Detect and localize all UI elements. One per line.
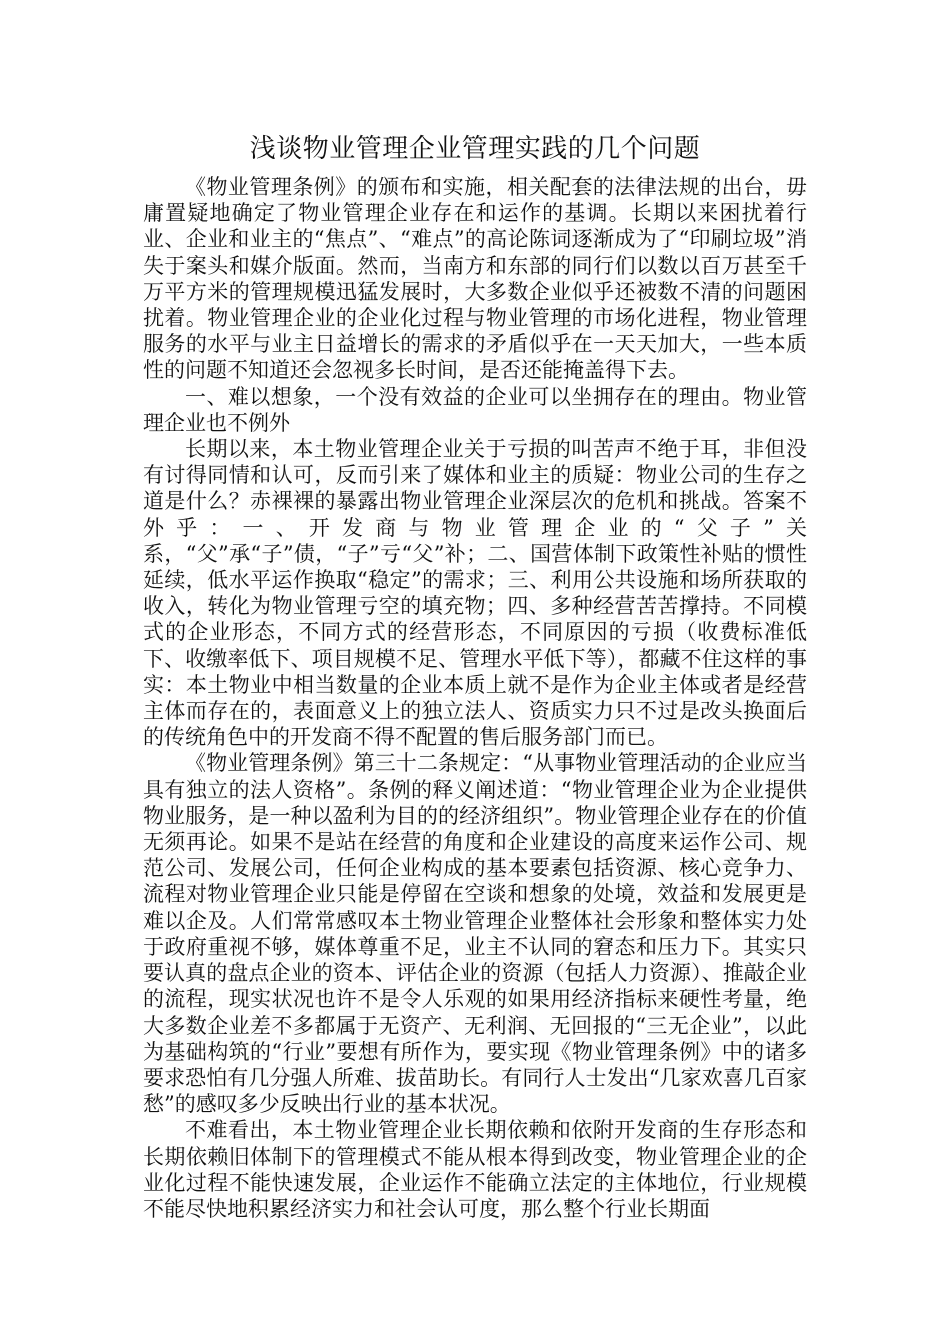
paragraph-section-heading-1: 一、难以想象，一个没有效益的企业可以坐拥存在的理由。物业管理企业也不例外	[143, 384, 807, 435]
document-title: 浅谈物业管理企业管理实践的几个问题	[249, 134, 701, 164]
paragraph-conclusion: 不难看出，本土物业管理企业长期依赖和依附开发商的生存形态和长期依赖旧体制下的管理模式不能从根本得到改变，物业管理企业的企业化过程不能快速发展，企业运作不能确立法定的主体地位，行业规模不能尽快地积累经济实力和社会认可度，那么整个行业长期面	[143, 1118, 807, 1221]
paragraph-losses: 长期以来，本土物业管理企业关于亏损的叫苦声不绝于耳，非但没有讨得同情和认可，反而引来了媒体和业主的质疑：物业公司的生存之道是什么？赤裸裸的暴露出物业管理企业深层次的危机和挑战。答案不外乎：一、开发商与物业管理企业的“父子”关系，“父”承“子”债，“子”亏“父”补；二、国营体制下政策性补贴的惯性延续，低水平运作换取“稳定”的需求；三、利用公共设施和场所获取的收入，转化为物业管理亏空的填充物；四、多种经营苦苦撑持。不同模式的企业形态，不同方式的经营形态，不同原因的亏损（收费标准低下、收缴率低下、项目规模不足、管理水平低下等），都藏不住这样的事实：本土物业中相当数量的企业本质上就不是作为企业主体或者是经营主体而存在的，表面意义上的独立法人、资质实力只不过是改头换面后的传统角色中的开发商不得不配置的售后服务部门而已。	[143, 437, 807, 750]
document-body	[143, 128, 807, 1222]
paragraph-regulation: 《物业管理条例》第三十二条规定：“从事物业管理活动的企业应当具有独立的法人资格”。条例的释义阐述道：“物业管理企业为企业提供物业服务，是一种以盈利为目的的经济组织”。物业管理企业存在的价值无须再论。如果不是站在经营的角度和企业建设的高度来运作公司、规范公司、发展公司，任何企业构成的基本要素包括资源、核心竞争力、流程对物业管理企业只能是停留在空谈和想象的处境，效益和发展更是难以企及。人们常常感叹本土物业管理企业整体社会形象和整体实力处于政府重视不够，媒体尊重不足，业主不认同的窘态和压力下。其实只要认真的盘点企业的资本、评估企业的资源（包括人力资源）、推敲企业的流程，现实状况也许不是令人乐观的如果用经济指标来硬性考量，绝大多数企业差不多都属于无资产、无利润、无回报的“三无企业”，以此为基础构筑的“行业”要想有所作为，要实现《物业管理条例》中的诸多要求恐怕有几分强人所难、拔苗助长。有同行人士发出“几家欢喜几百家愁”的感叹多少反映出行业的基本状况。	[143, 751, 807, 1117]
paragraph-intro: 《物业管理条例》的颁布和实施，相关配套的法律法规的出台，毋庸置疑地确定了物业管理企业存在和运作的基调。长期以来困扰着行业、企业和业主的“焦点”、“难点”的高论陈词逐渐成为了“印刷垃圾”消失于案头和媒介版面。然而，当南方和东部的同行们以数以百万甚至千万平方米的管理规模迅猛发展时，大多数企业似乎还被数不清的问题困扰着。物业管理企业的企业化过程与物业管理的市场化进程，物业管理服务的水平与业主日益增长的需求的矛盾似乎在一天天加大，一些本质性的问题不知道还会忽视多长时间，是否还能掩盖得下去。	[143, 175, 807, 383]
